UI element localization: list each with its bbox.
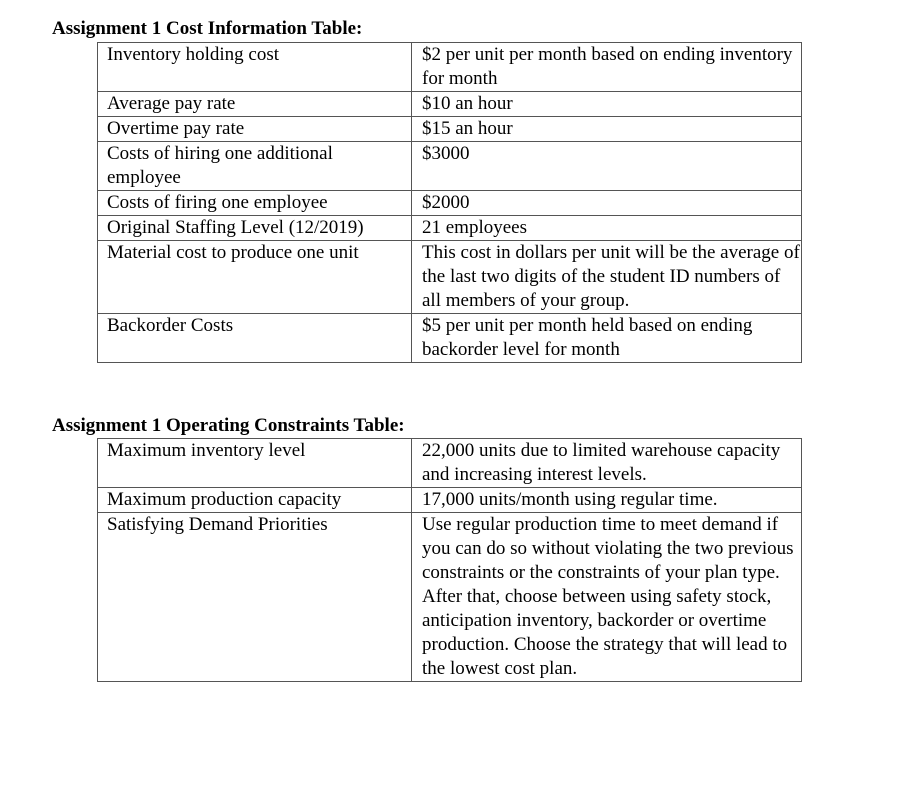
table-row	[98, 142, 802, 191]
row-label: Inventory holding cost	[98, 43, 412, 92]
operating-constraints-table	[97, 438, 802, 682]
row-value: This cost in dollars per unit will be the average of the last two digits of the student ID numbers of all members of your group.	[412, 241, 802, 314]
table-row	[98, 314, 802, 363]
row-label: Maximum production capacity	[98, 488, 412, 513]
table-row	[98, 92, 802, 117]
row-label: Costs of hiring one additional employee	[98, 142, 412, 191]
row-value: $2 per unit per month based on ending inventory for month	[412, 43, 802, 92]
table-row	[98, 439, 802, 488]
row-value: 22,000 units due to limited warehouse capacity and increasing interest levels.	[412, 439, 802, 488]
row-label: Average pay rate	[98, 92, 412, 117]
table-row	[98, 513, 802, 682]
table-row	[98, 43, 802, 92]
table-row	[98, 488, 802, 513]
table-row	[98, 216, 802, 241]
row-label: Satisfying Demand Priorities	[98, 513, 412, 682]
row-value: $2000	[412, 191, 802, 216]
row-value: $10 an hour	[412, 92, 802, 117]
row-value: $3000	[412, 142, 802, 191]
row-label: Original Staffing Level (12/2019)	[98, 216, 412, 241]
row-value: Use regular production time to meet demand if you can do so without violating the two previous constraints or the constraints of your plan type. After that, choose between using safety stock, anticipation inventory, backorder or overtime production. Choose the strategy that will lead to the lowest cost plan.	[412, 513, 802, 682]
row-value: $5 per unit per month held based on ending backorder level for month	[412, 314, 802, 363]
table-row	[98, 191, 802, 216]
row-value: $15 an hour	[412, 117, 802, 142]
row-label: Backorder Costs	[98, 314, 412, 363]
row-label: Overtime pay rate	[98, 117, 412, 142]
cost-table-title: Assignment 1 Cost Information Table:	[52, 18, 363, 39]
row-label: Material cost to produce one unit	[98, 241, 412, 314]
constraints-table-title: Assignment 1 Operating Constraints Table:	[52, 415, 405, 436]
row-label: Costs of firing one employee	[98, 191, 412, 216]
table-row	[98, 117, 802, 142]
row-value: 17,000 units/month using regular time.	[412, 488, 802, 513]
cost-information-table	[97, 42, 802, 363]
row-value: 21 employees	[412, 216, 802, 241]
row-label: Maximum inventory level	[98, 439, 412, 488]
table-row	[98, 241, 802, 314]
